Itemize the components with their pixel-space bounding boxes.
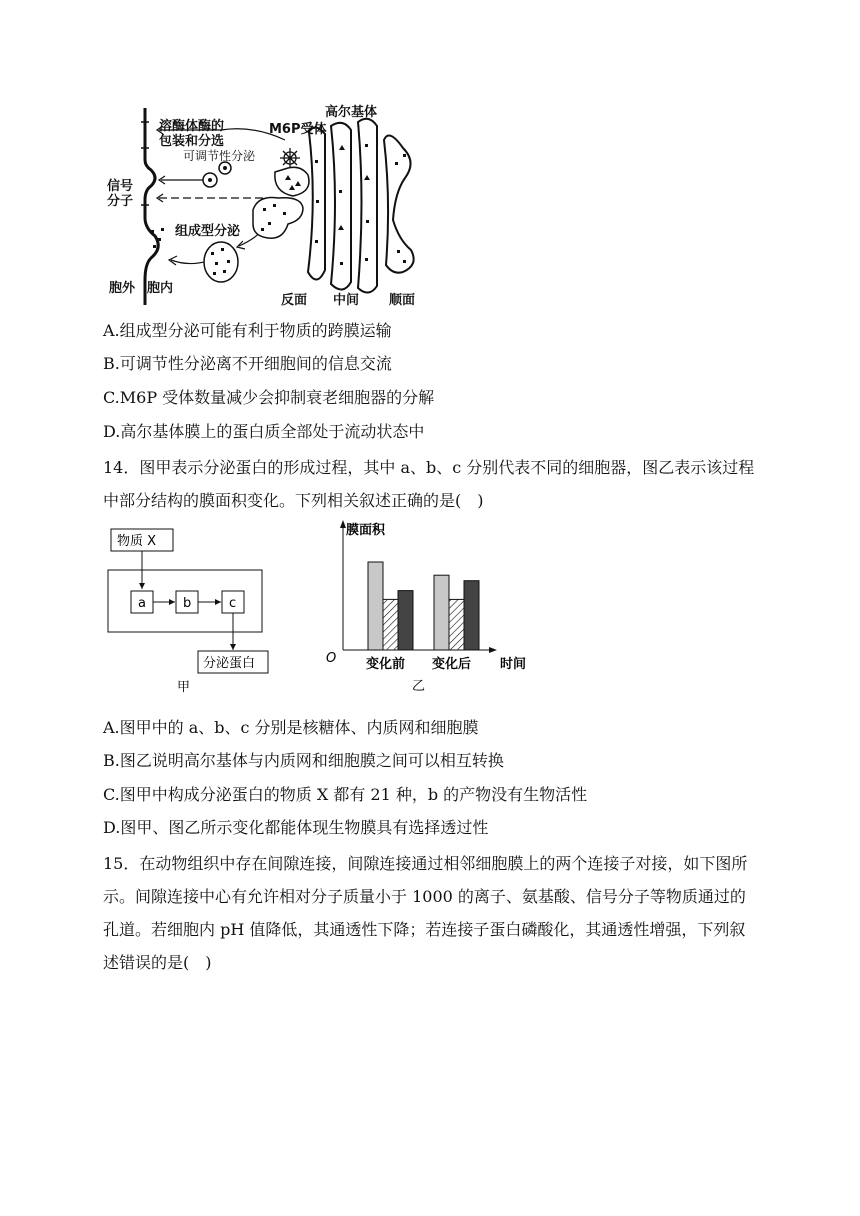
- face-trans-label: 反面: [281, 293, 308, 308]
- bar-1-2: [464, 581, 479, 650]
- face-cis-label: 顺面: [389, 293, 416, 308]
- chart-xlabel: 时间: [500, 657, 527, 672]
- golgi-cisterna-1: [308, 127, 325, 279]
- bar-0-0: [368, 562, 383, 650]
- lysosome-label-1: 溶酶体酶的: [159, 119, 225, 134]
- q15-stem: 15．在动物组织中存在间隙连接，间隙连接通过相邻细胞膜上的两个连接子对接，如下图所示。间隙连接中心有允许相对分子质量小于 1000 的离子、氨基酸、信号分子等物质通过的孔道。若细胞内 pH 值降低，其通透性下降；若连接子蛋白磷酸化，其通透性增强，下列叙述错误的是( ): [103, 854, 748, 972]
- signal-label-1: 信号: [107, 179, 134, 194]
- x-tick-label: 变化前: [366, 657, 406, 672]
- jia-output-label: 分泌蛋白: [203, 656, 256, 671]
- x-tick-label: 变化后: [432, 657, 472, 672]
- face-medial-label: 中间: [333, 293, 360, 308]
- golgi-title: 高尔基体: [325, 105, 378, 120]
- q13-option-b: B.可调节性分泌离不开细胞间的信息交流: [103, 354, 392, 373]
- figure-yi-bar-chart: [320, 518, 540, 696]
- bar-0-2: [398, 591, 413, 650]
- jia-caption: 甲: [177, 680, 191, 695]
- cell-membrane: [145, 108, 158, 305]
- regulated-label: 可调节性分泌: [183, 149, 256, 163]
- bar-1-1: [449, 599, 464, 650]
- jia-node-c: c: [229, 596, 237, 611]
- q14-option-c: C.图甲中构成分泌蛋白的物质 X 都有 21 种，b 的产物没有生物活性: [103, 785, 588, 804]
- chart-origin: O: [326, 651, 337, 666]
- golgi-secretion-figure: [103, 100, 423, 310]
- m6p-label: M6P受体: [269, 122, 327, 137]
- constitutive-label: 组成型分泌: [175, 224, 241, 239]
- bar-1-0: [434, 575, 449, 650]
- figure-jia: [103, 525, 283, 695]
- jia-node-b: b: [183, 596, 192, 611]
- bar-0-1: [383, 599, 398, 650]
- outside-label: 胞外: [109, 281, 136, 296]
- q14-option-d: D.图甲、图乙所示变化都能体现生物膜具有选择透过性: [103, 818, 489, 837]
- chart-ylabel: 膜面积: [346, 523, 386, 538]
- signal-label-2: 分子: [107, 194, 134, 209]
- q14-option-b: B.图乙说明高尔基体与内质网和细胞膜之间可以相互转换: [103, 751, 504, 770]
- yi-caption: 乙: [412, 679, 426, 694]
- q13-option-d: D.高尔基体膜上的蛋白质全部处于流动状态中: [103, 422, 425, 441]
- q13-option-a: A.组成型分泌可能有利于物质的跨膜运输: [103, 321, 392, 340]
- inside-label: 胞内: [147, 281, 174, 296]
- jia-node-a: a: [138, 596, 146, 611]
- budding-vesicles: [253, 198, 303, 239]
- q13-option-c: C.M6P 受体数量减少会抑制衰老细胞器的分解: [103, 388, 435, 407]
- lysosome-label-2: 包装和分选: [159, 134, 225, 149]
- q14-option-a: A.图甲中的 a、b、c 分别是核糖体、内质网和细胞膜: [103, 718, 479, 737]
- q14-stem: 14．图甲表示分泌蛋白的形成过程，其中 a、b、c 分别代表不同的细胞器，图乙表示该过程中部分结构的膜面积变化。下列相关叙述正确的是( ): [103, 458, 755, 510]
- jia-input-label: 物质 X: [117, 534, 157, 549]
